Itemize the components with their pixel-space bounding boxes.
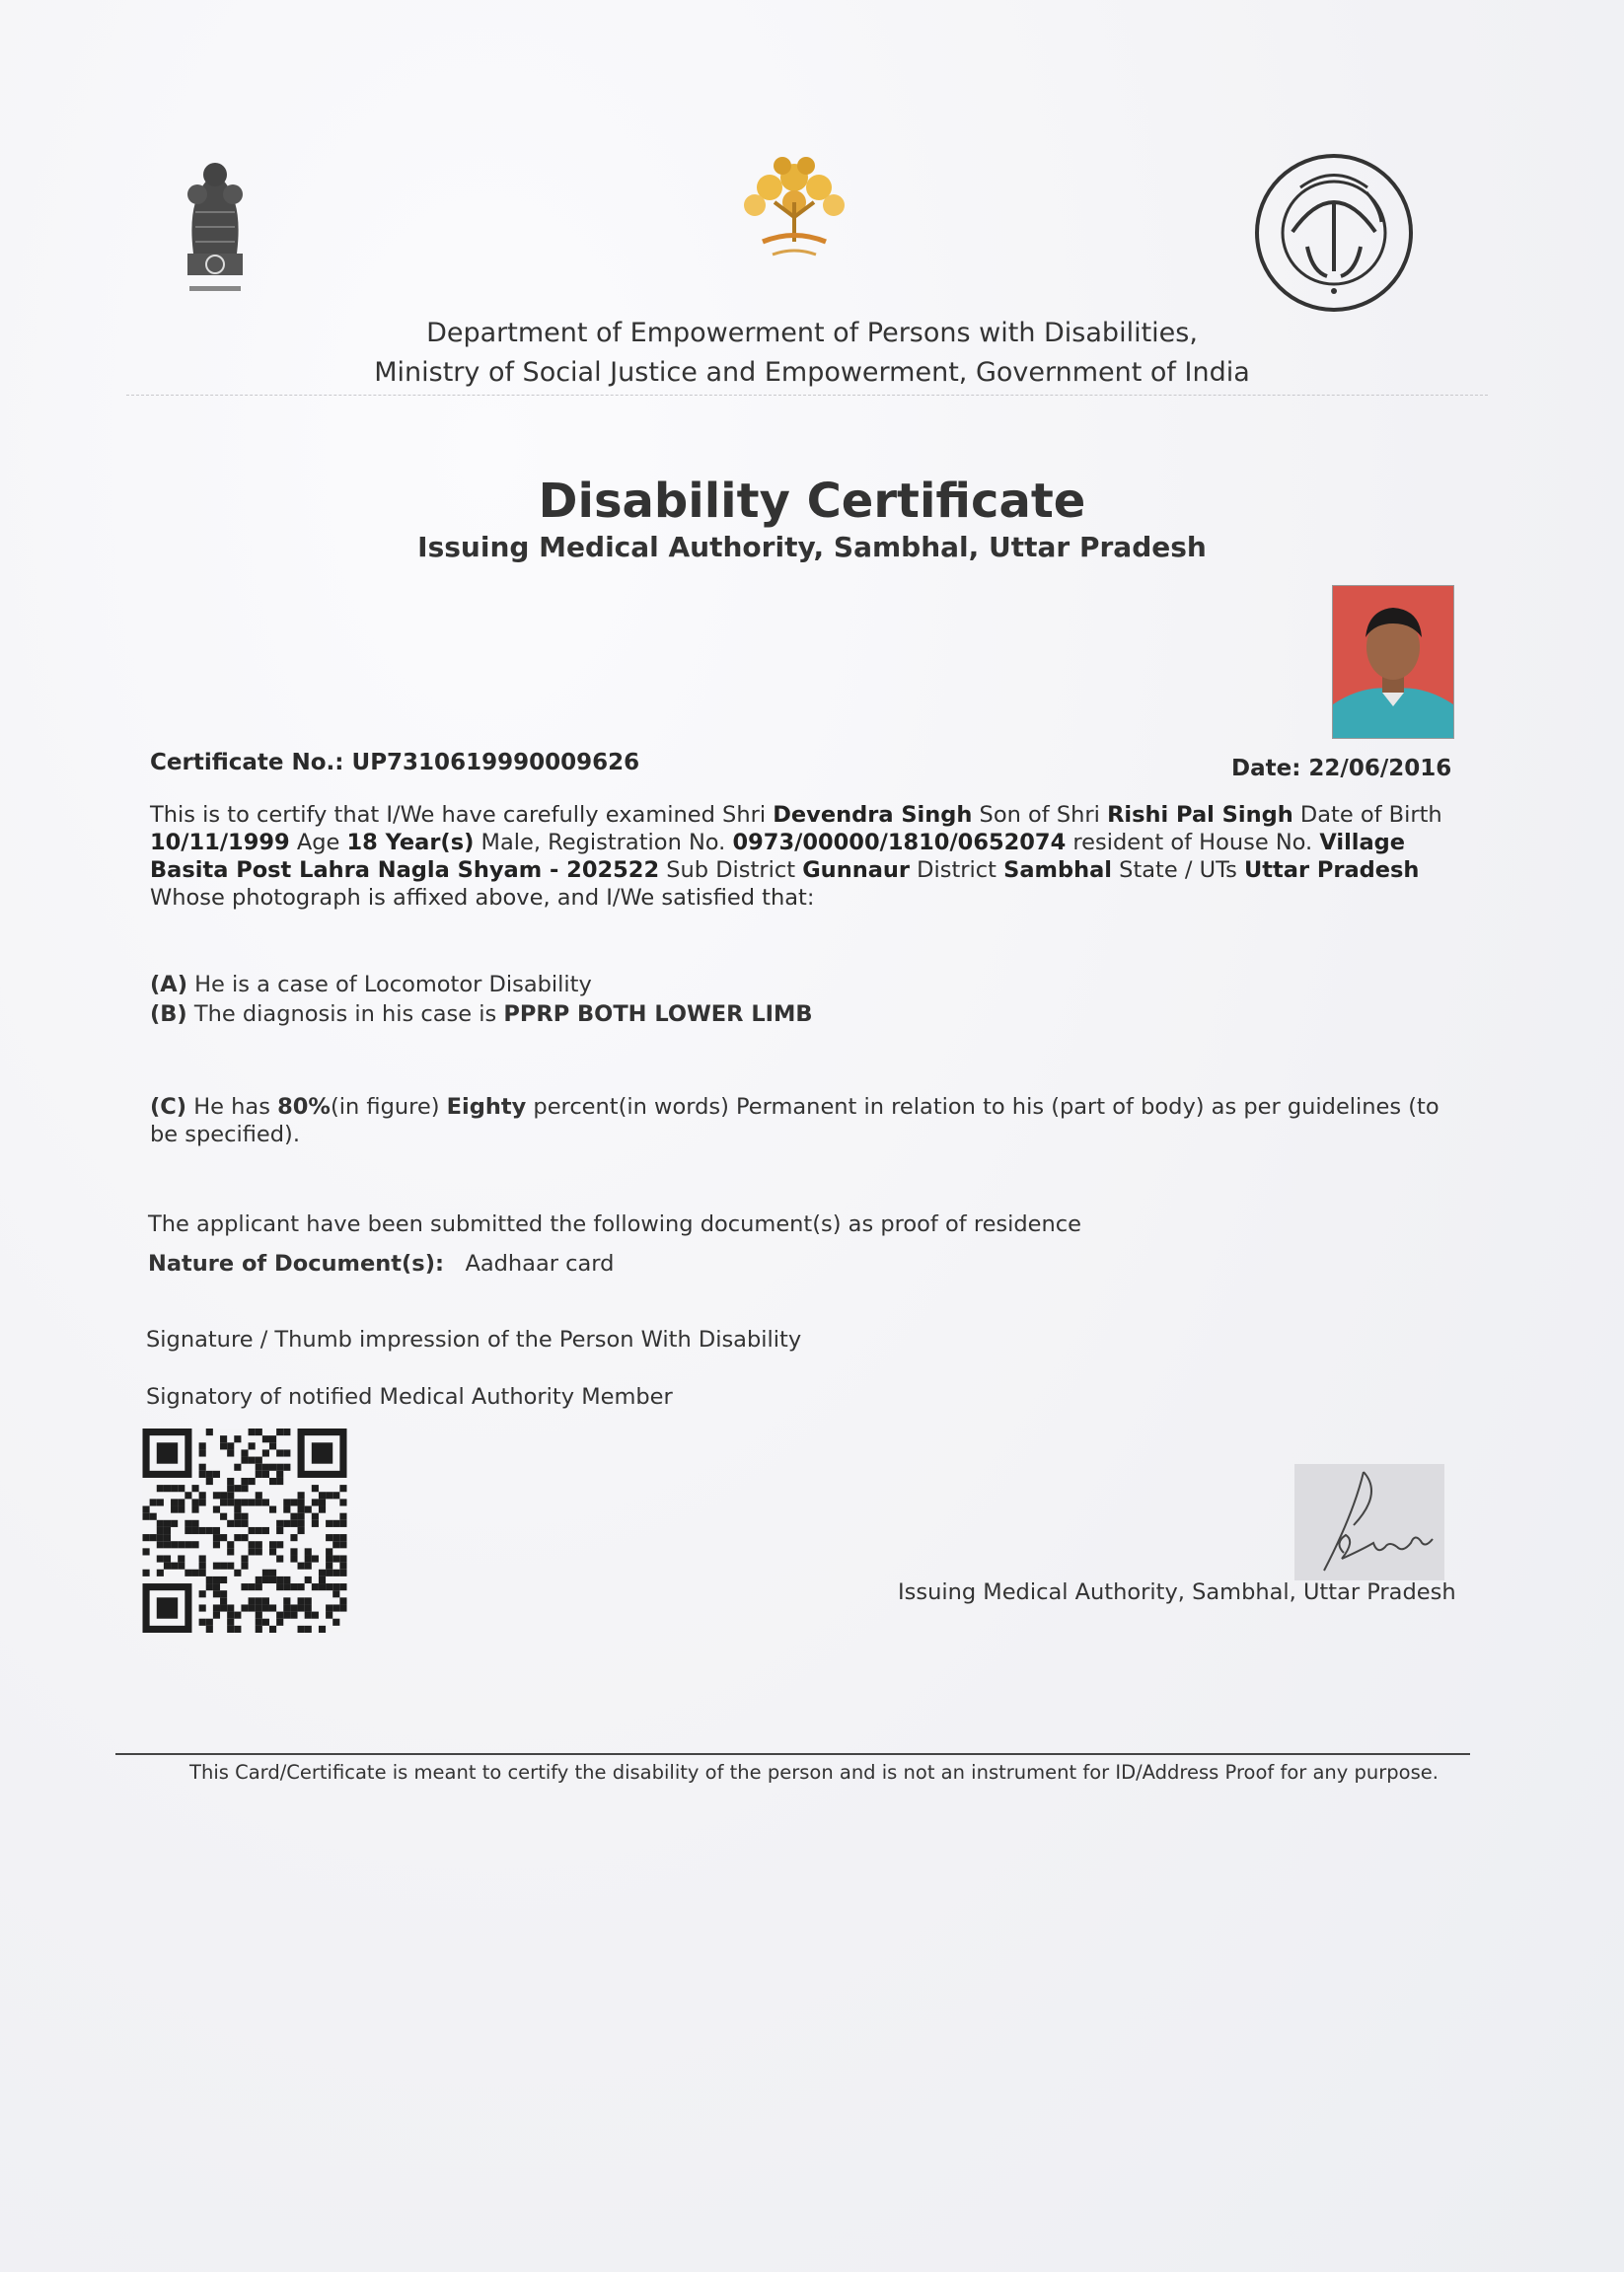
signature-icon [1294,1464,1444,1580]
nature-of-document [148,1251,614,1277]
header-divider [126,395,1488,396]
state: Uttar Pradesh [1243,857,1420,883]
body-text: Whose photograph is affixed above, and I/We satisfied that: [150,885,815,911]
point-c-text: (in figure) [330,1094,447,1120]
body-text: District [910,857,1004,883]
body-text: State / UTs [1112,857,1244,883]
certificate-date [1231,756,1451,781]
date-label: Date: [1231,756,1301,781]
page-title: Disability Certificate [538,474,1086,529]
point-c-text: percent(in words) Permanent in relation to his (part of body) as per guidelines (to be specified). [150,1094,1439,1147]
body-text: Male, Registration No. [474,830,733,855]
body-text: resident of House No. [1066,830,1320,855]
certification-paragraph [150,801,1452,912]
body-text: Date of Birth [1292,802,1442,828]
point-a [150,972,592,997]
point-b-text: The diagnosis in his case is [186,1001,504,1027]
applicant-photo [1332,585,1454,739]
footer-divider [115,1753,1470,1755]
footer-disclaimer: This Card/Certificate is meant to certify the disability of the person and is not an instrument for ID/Address Proof for any purpose. [189,1761,1439,1784]
point-b-label: (B) [150,1001,187,1027]
body-text: Son of Shri [972,802,1108,828]
point-b [150,1001,813,1027]
body-text: Age [289,830,347,855]
body-text: Sub District [659,857,803,883]
nature-value: Aadhaar card [465,1251,615,1277]
department-line-2: Ministry of Social Justice and Empowerment, Government of India [374,357,1250,388]
point-a-label: (A) [150,972,187,997]
nature-label: Nature of Document(s): [148,1251,444,1277]
age: 18 Year(s) [346,830,475,855]
disability-percent: 80% [277,1094,331,1120]
point-c-label: (C) [150,1094,187,1120]
point-c [150,1093,1452,1148]
sugamya-tree-logo-icon [725,148,863,271]
point-c-text: He has [186,1094,278,1120]
father-name: Rishi Pal Singh [1107,802,1293,828]
diagnosis: PPRP BOTH LOWER LIMB [503,1001,813,1027]
department-line-1: Department of Empowerment of Persons with Disabilities, [426,318,1198,348]
department-header [0,314,1624,393]
proof-statement: The applicant have been submitted the following document(s) as proof of residence [148,1211,1081,1237]
issuing-authority: Issuing Medical Authority, Sambhal, Uttar Pradesh [898,1579,1456,1605]
signatory-label: Signatory of notified Medical Authority Member [146,1384,673,1410]
disability-percent-words: Eighty [446,1094,527,1120]
point-a-text: He is a case of Locomotor Disability [186,972,592,997]
date-of-birth: 10/11/1999 [150,830,290,855]
applicant-name: Devendra Singh [773,802,973,828]
certificate-number-value: UP7310619990009626 [351,750,640,775]
sub-district: Gunnaur [802,857,911,883]
person-photo-icon [1333,586,1453,738]
thumb-impression-label: Signature / Thumb impression of the Person With Disability [146,1327,802,1353]
qr-code [141,1429,348,1633]
district: Sambhal [1003,857,1113,883]
body-text: This is to certify that I/We have carefully examined Shri [150,802,774,828]
signature-stamp [1294,1464,1444,1580]
certificate-number-label: Certificate No.: [150,750,344,775]
address: Village Basita Post Lahra Nagla Shyam - 202522 [150,830,1406,883]
national-emblem-icon [166,143,264,301]
uttar-pradesh-seal-icon [1253,153,1416,313]
date-value: 22/06/2016 [1308,756,1452,781]
registration-number: 0973/00000/1810/0652074 [732,830,1067,855]
certificate-number [150,750,639,775]
page-subtitle: Issuing Medical Authority, Sambhal, Uttar Pradesh [417,531,1207,563]
